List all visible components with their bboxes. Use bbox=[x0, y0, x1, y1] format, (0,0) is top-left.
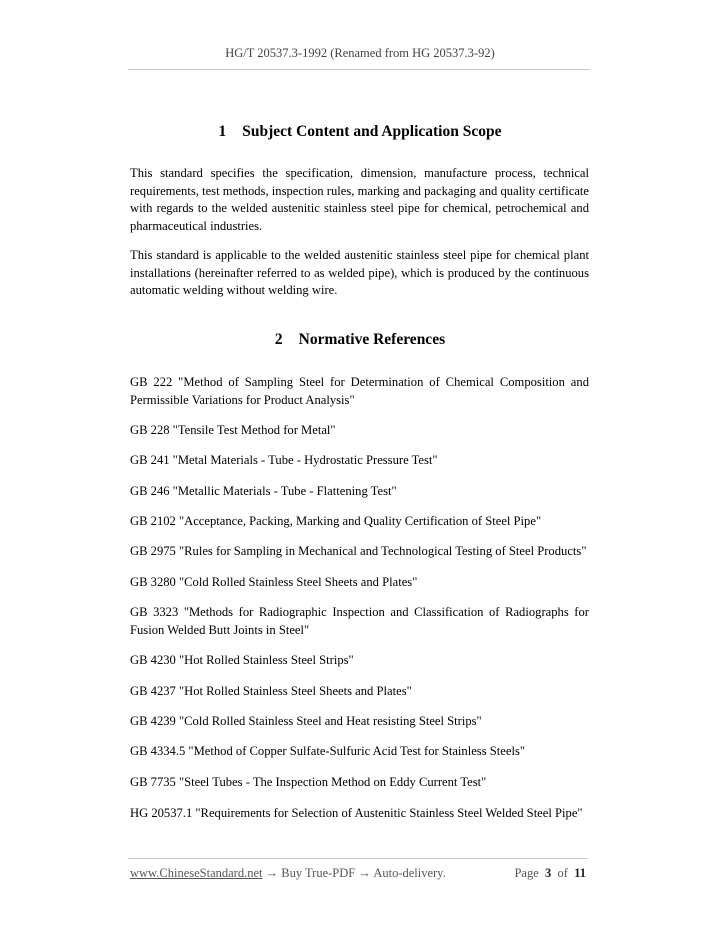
auto-delivery-text: Auto-delivery. bbox=[373, 866, 446, 880]
page-current: 3 bbox=[545, 866, 552, 880]
site-link[interactable]: www.ChineseStandard.net bbox=[130, 866, 263, 880]
page-of-label: of bbox=[557, 866, 568, 880]
page-counter bbox=[514, 866, 586, 881]
arrow-right-icon: → bbox=[265, 866, 279, 880]
footer-divider bbox=[128, 858, 588, 859]
page-total: 11 bbox=[574, 866, 586, 880]
reference-item: GB 7735 "Steel Tubes - The Inspection Method on Eddy Current Test" bbox=[130, 775, 487, 789]
reference-item: GB 246 "Metallic Materials - Tube - Flattening Test" bbox=[130, 484, 397, 498]
scope-paragraph-1: This standard specifies the specification, dimension, manufacture process, technical requirements, test methods, inspection rules, marking and packaging and quality certificate with regards to the welded austenitic stainless steel pipe for chemical, petrochemical and pharmaceutical industries. bbox=[130, 166, 589, 233]
reference-item: GB 241 "Metal Materials - Tube - Hydrostatic Pressure Test" bbox=[130, 453, 438, 467]
reference-item: GB 222 "Method of Sampling Steel for Determination of Chemical Composition and Permissible Variations for Product Analysis" bbox=[130, 375, 589, 407]
section-2-heading bbox=[130, 331, 590, 349]
buy-pdf-link[interactable]: Buy True-PDF bbox=[281, 866, 356, 880]
reference-item: GB 2975 "Rules for Sampling in Mechanical and Technological Testing of Steel Products" bbox=[130, 544, 587, 558]
footer-links bbox=[130, 866, 446, 881]
section-1-title: Subject Content and Application Scope bbox=[242, 123, 502, 140]
section-1-number: 1 bbox=[218, 123, 227, 140]
header-divider bbox=[128, 69, 590, 70]
reference-item: GB 2102 "Acceptance, Packing, Marking and Quality Certification of Steel Pipe" bbox=[130, 514, 542, 528]
reference-item: GB 3280 "Cold Rolled Stainless Steel Sheets and Plates" bbox=[130, 575, 418, 589]
reference-item: GB 4239 "Cold Rolled Stainless Steel and Heat resisting Steel Strips" bbox=[130, 714, 482, 728]
reference-item: GB 4237 "Hot Rolled Stainless Steel Sheets and Plates" bbox=[130, 684, 412, 698]
scope-paragraph-2: This standard is applicable to the welded austenitic stainless steel pipe for chemical plant installations (hereinafter referred to as welded pipe), which is produced by the continuous automatic welding without welding wire. bbox=[130, 248, 589, 297]
section-2-title: Normative References bbox=[298, 331, 446, 348]
reference-item: GB 4334.5 "Method of Copper Sulfate-Sulfuric Acid Test for Stainless Steels" bbox=[130, 744, 525, 758]
section-1-heading bbox=[130, 123, 590, 141]
reference-item: GB 4230 "Hot Rolled Stainless Steel Strips" bbox=[130, 653, 354, 667]
reference-item: GB 228 "Tensile Test Method for Metal" bbox=[130, 423, 336, 437]
page-label: Page bbox=[514, 866, 539, 880]
reference-item: GB 3323 "Methods for Radiographic Inspection and Classification of Radiographs for Fusion Welded Butt Joints in Steel" bbox=[130, 605, 589, 637]
arrow-right-icon: → bbox=[358, 866, 371, 880]
section-2-number: 2 bbox=[274, 331, 283, 348]
page-header: HG/T 20537.3-1992 (Renamed from HG 20537.3-92) bbox=[225, 46, 495, 60]
reference-item: HG 20537.1 "Requirements for Selection of Austenitic Stainless Steel Welded Steel Pipe" bbox=[130, 806, 583, 820]
